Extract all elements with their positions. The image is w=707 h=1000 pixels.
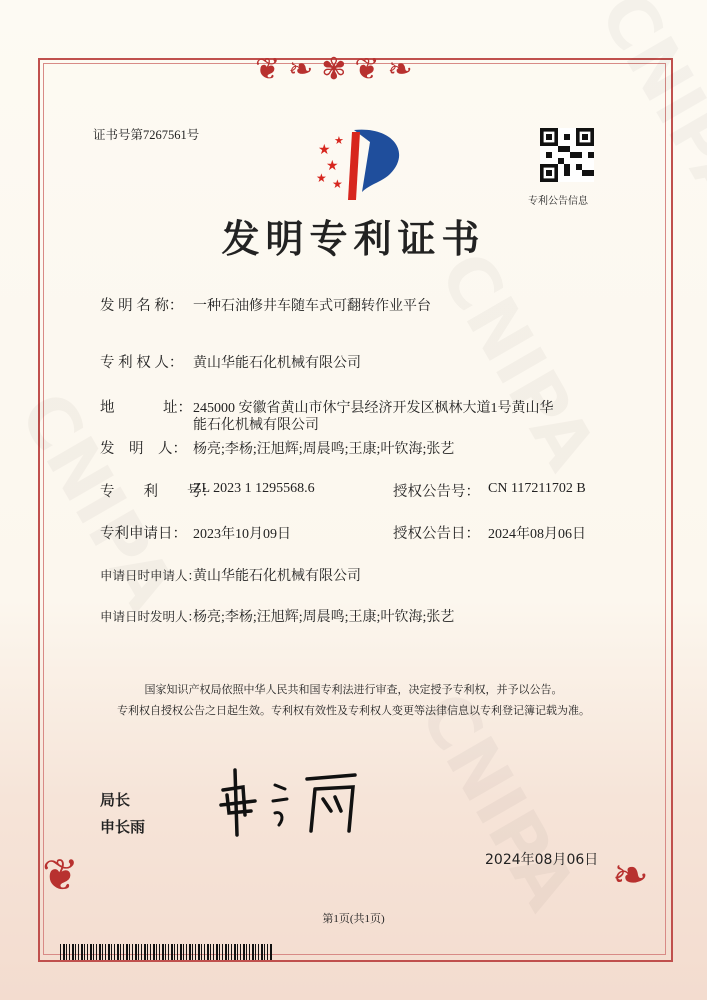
signature — [215, 765, 365, 840]
grant-pub-date-label: 授权公告日： — [393, 526, 480, 542]
grant-pub-date-value: 2024年08月06日 — [488, 527, 586, 542]
grant-pub-number-label: 授权公告号： — [393, 484, 480, 500]
certificate-number: 证书号第7267561号 — [93, 128, 200, 142]
address-label-suffix: 址： — [163, 400, 192, 416]
svg-text:★: ★ — [316, 171, 327, 185]
inventors-at-filing-label: 申请日时发明人： — [100, 610, 201, 624]
qr-code[interactable] — [540, 128, 594, 182]
svg-text:★: ★ — [332, 177, 343, 191]
applicant-at-filing-value: 黄山华能石化机械有限公司 — [193, 569, 361, 584]
qr-label: 专利公告信息 — [528, 196, 588, 207]
corner-ornament-left: ❦ — [42, 851, 79, 900]
barcode — [60, 944, 272, 960]
sign-date: 2024年08月06日 — [485, 852, 599, 868]
signer-title: 局长 — [100, 791, 131, 809]
inventors-value: 杨亮;李杨;汪旭辉;周晨鸣;王康;叶钦海;张艺 — [193, 442, 455, 457]
svg-text:★: ★ — [318, 143, 331, 158]
address-label: 地 — [100, 400, 115, 416]
cnipa-logo — [312, 122, 412, 202]
patentee-value: 黄山华能石化机械有限公司 — [193, 356, 361, 371]
notice-line-2: 专利权自授权公告之日起生效。专利权有效性及专利权人变更等法律信息以专利登记簿记载为准。 — [117, 705, 590, 717]
inventors-at-filing-value: 杨亮;李杨;汪旭辉;周晨鸣;王康;叶钦海;张艺 — [193, 610, 455, 625]
svg-text:★: ★ — [334, 135, 344, 147]
notice-line-1: 国家知识产权局依照中华人民共和国专利法进行审查，决定授予专利权，并予以公告。 — [144, 684, 563, 696]
grant-pub-number-value: CN 117211702 B — [488, 481, 586, 496]
invention-name-label: 发 明 名 称： — [100, 298, 184, 314]
inventors-label: 发 明 人： — [100, 441, 187, 457]
top-ornament: ❦❧✾❦❧ — [255, 53, 421, 86]
invention-name-value: 一种石油修井车随车式可翻转作业平台 — [193, 299, 431, 314]
page-info: 第1页(共1页) — [322, 913, 385, 925]
applicant-at-filing-label: 申请日时申请人： — [100, 569, 201, 583]
filing-date-value: 2023年10月09日 — [193, 527, 291, 542]
svg-text:★: ★ — [326, 159, 339, 174]
corner-ornament-right: ❧ — [612, 851, 649, 900]
patentee-label: 专 利 权 人： — [100, 355, 184, 371]
signer-name: 申长雨 — [100, 818, 146, 836]
address-value-line2: 能石化机械有限公司 — [193, 418, 319, 433]
filing-date-label: 专利申请日： — [100, 526, 187, 542]
page-title: 发明专利证书 — [221, 219, 486, 261]
patent-number-label: 专 利 号： — [100, 484, 216, 500]
patent-number-value: ZL 2023 1 1295568.6 — [193, 481, 315, 496]
address-value-line1: 245000 安徽省黄山市休宁县经济开发区枫林大道1号黄山华 — [193, 401, 554, 416]
